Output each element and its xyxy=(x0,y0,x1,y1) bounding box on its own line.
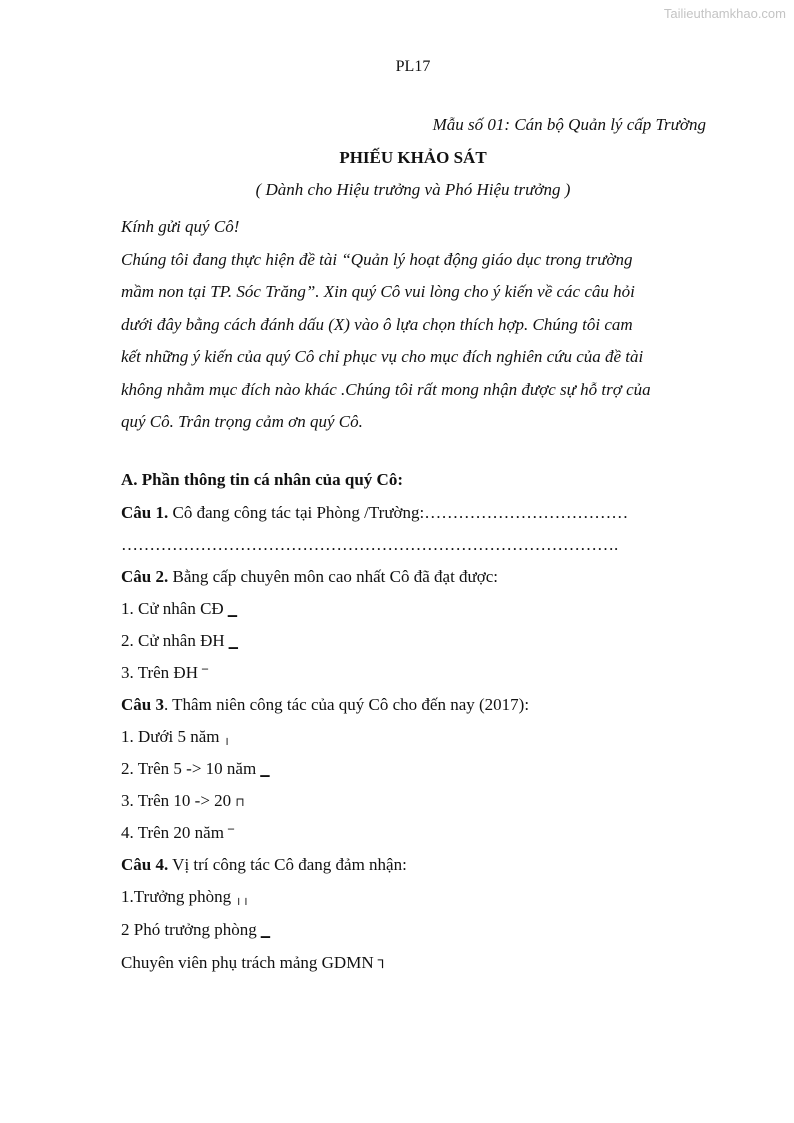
intro-line: không nhằm mục đích nào khác .Chúng tôi rất mong nhận được sự hỗ trợ của xyxy=(121,379,651,399)
q3-option-4[interactable] xyxy=(121,823,234,843)
survey-title: PHIẾU KHẢO SÁT xyxy=(339,148,487,167)
option-label: 2. Cử nhân ĐH xyxy=(121,631,225,650)
checkbox-icon[interactable]: ▁ xyxy=(228,635,238,650)
checkbox-icon[interactable]: ‾ xyxy=(202,667,208,682)
question-1-label: Câu 1. xyxy=(121,503,169,522)
greeting: Kính gửi quý Cô! xyxy=(121,217,240,236)
option-label: 4. Trên 20 năm xyxy=(121,823,224,842)
option-label: 1. Dưới 5 năm xyxy=(121,727,220,746)
question-1 xyxy=(121,503,628,523)
checkbox-icon[interactable]: ╷ xyxy=(223,731,231,746)
question-4-text: Vị trí công tác Cô đang đảm nhận: xyxy=(168,855,407,874)
form-number: Mẫu số 01: Cán bộ Quản lý cấp Trường xyxy=(432,115,706,134)
option-label: 1.Trưởng phòng xyxy=(121,887,232,906)
question-2-label: Câu 2. xyxy=(121,567,169,586)
option-label: 3. Trên 10 -> 20 xyxy=(121,791,232,810)
option-label: 2 Phó trưởng phòng xyxy=(121,920,257,939)
checkbox-icon[interactable]: ⊓ xyxy=(235,795,245,810)
checkbox-icon[interactable]: ╷╷ xyxy=(235,891,250,906)
intro-line: Chúng tôi đang thực hiện đề tài “Quản lý hoạt động giáo dục trong trường xyxy=(121,249,633,269)
section-a-heading: A. Phần thông tin cá nhân của quý Cô: xyxy=(121,470,403,489)
question-3 xyxy=(121,695,529,715)
watermark: Tailieuthamkhao.com xyxy=(663,6,786,21)
q2-option-1[interactable] xyxy=(121,599,237,619)
page-code: PL17 xyxy=(395,58,431,75)
checkbox-icon[interactable]: ⅂ xyxy=(377,957,385,972)
q3-option-1[interactable] xyxy=(121,727,231,747)
q2-option-2[interactable] xyxy=(121,631,238,651)
checkbox-icon[interactable]: ‾ xyxy=(227,827,234,842)
introduction xyxy=(121,211,721,439)
survey-subtitle: ( Dành cho Hiệu trưởng và Phó Hiệu trưởng ) xyxy=(255,180,571,199)
question-3-label: Câu 3 xyxy=(121,695,164,714)
option-label: 1. Cử nhân CĐ xyxy=(121,599,224,618)
q4-option-2[interactable] xyxy=(121,920,270,940)
checkbox-icon[interactable]: ▁ xyxy=(260,924,271,939)
q3-option-3[interactable] xyxy=(121,791,245,811)
option-label: 3. Trên ĐH xyxy=(121,663,198,682)
intro-line: quý Cô. Trân trọng cảm ơn quý Cô. xyxy=(121,412,363,431)
question-4-label: Câu 4. xyxy=(121,855,169,874)
question-1-answer-line[interactable]: ……………………………………………………………………………. xyxy=(121,535,619,554)
q4-option-1[interactable] xyxy=(121,887,250,907)
q2-option-3[interactable] xyxy=(121,663,208,683)
question-3-text: . Thâm niên công tác của quý Cô cho đến nay (2017): xyxy=(163,695,530,714)
intro-line: kết những ý kiến của quý Cô chỉ phục vụ cho mục đích nghiên cứu của đề tài xyxy=(121,347,644,366)
intro-line: dưới đây bằng cách đánh dấu (X) vào ô lựa chọn thích hợp. Chúng tôi cam xyxy=(121,314,633,334)
checkbox-icon[interactable]: ▁ xyxy=(260,763,270,778)
option-label: 2. Trên 5 -> 10 năm xyxy=(121,759,257,778)
q4-option-3[interactable] xyxy=(121,953,384,973)
question-1-text[interactable]: Cô đang công tác tại Phòng /Trường:……………………………… xyxy=(168,503,629,522)
question-2 xyxy=(121,567,498,587)
q3-option-2[interactable] xyxy=(121,759,269,779)
intro-line: mầm non tại TP. Sóc Trăng”. Xin quý Cô vui lòng cho ý kiến về các câu hỏi xyxy=(121,282,635,301)
question-4 xyxy=(121,855,407,875)
question-2-text: Bằng cấp chuyên môn cao nhất Cô đã đạt được: xyxy=(168,567,499,586)
checkbox-icon[interactable]: ▁ xyxy=(227,603,237,618)
option-label: Chuyên viên phụ trách mảng GDMN xyxy=(121,953,374,972)
